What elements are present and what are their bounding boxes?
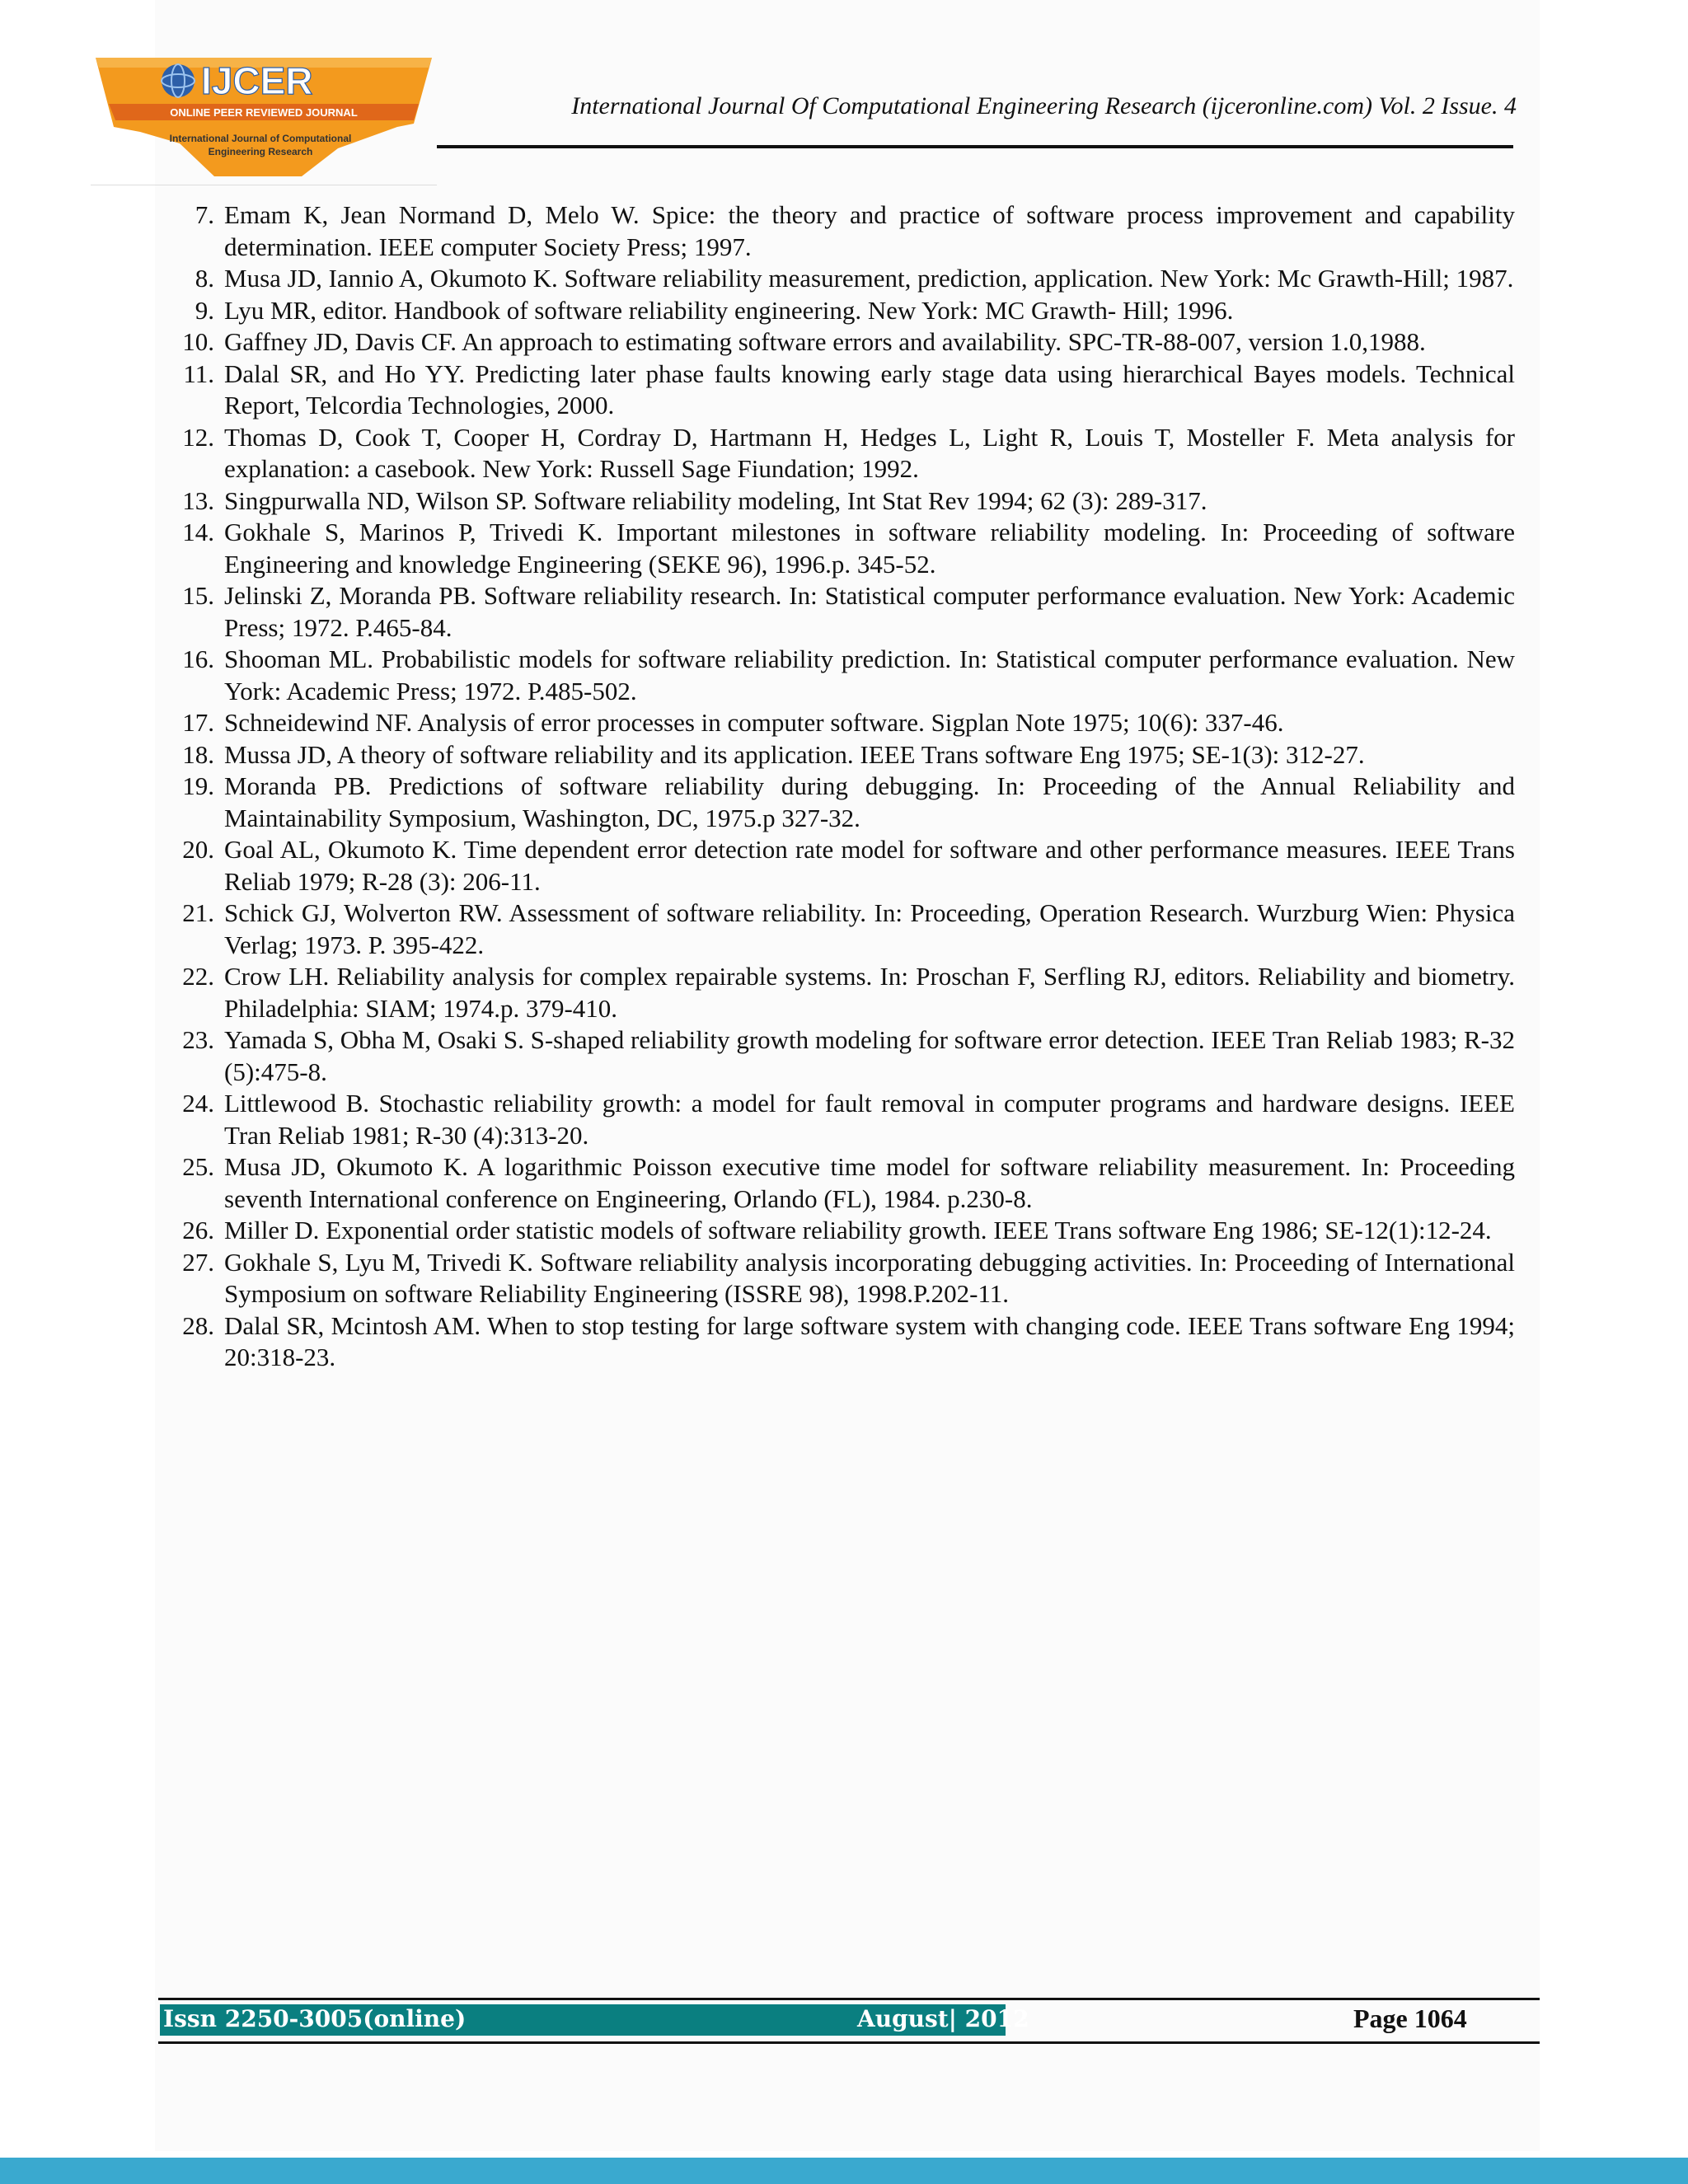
reference-number: 12. [182, 422, 214, 452]
reference-text: Gokhale S, Lyu M, Trivedi K. Software reliability analysis incorporating debugging activities. In: Proceeding of International Symposium on software Reliability Engineering (ISSRE 98), 1998.P.202-11. [224, 1247, 1515, 1308]
reference-item [165, 517, 1515, 580]
journal-logo [91, 51, 437, 191]
reference-text: Jelinski Z, Moranda PB. Software reliability research. In: Statistical computer performance evaluation. New York: Academic Press; 1972. P.465-84. [224, 581, 1515, 642]
reference-text: Crow LH. Reliability analysis for complex repairable systems. In: Proschan F, Serfling RJ, editors. Reliability and biometry. Philadelphia: SIAM; 1974.p. 379-410. [224, 962, 1515, 1023]
reference-text: Moranda PB. Predictions of software reliability during debugging. In: Proceeding of the Annual Reliability and Maintainability Symposium, Washington, DC, 1975.p 327-32. [224, 771, 1515, 832]
reference-text: Yamada S, Obha M, Osaki S. S-shaped reliability growth modeling for software error detection. IEEE Tran Reliab 1983; R-32 (5):475-8. [224, 1025, 1515, 1086]
reference-number: 27. [182, 1247, 214, 1277]
reference-text: Mussa JD, A theory of software reliability and its application. IEEE Trans software Eng 1975; SE-1(3): 312-27. [224, 739, 1365, 769]
reference-text: Dalal SR, Mcintosh AM. When to stop testing for large software system with changing code. IEEE Trans software Eng 1994; 20:318-23. [224, 1310, 1515, 1371]
reference-text: Dalal SR, and Ho YY. Predicting later phase faults knowing early stage data using hierarchical Bayes models. Technical Report, Telcordia Technologies, 2000. [224, 359, 1515, 419]
reference-item [165, 1247, 1515, 1310]
reference-item [165, 1088, 1515, 1151]
footer-rule-top [158, 1998, 1540, 2000]
logo-brand-text: IJCER [201, 59, 313, 102]
reference-text: Miller D. Exponential order statistic models of software reliability growth. IEEE Trans software Eng 1986; SE-12(1):12-24. [224, 1216, 1492, 1244]
reference-text: Goal AL, Okumoto K. Time dependent error detection rate model for software and other performance measures. IEEE Trans Reliab 1979; R-28 (3): 206-11. [224, 835, 1515, 896]
reference-number: 15. [182, 581, 214, 610]
reference-number: 13. [182, 485, 214, 515]
reference-item [165, 295, 1515, 327]
reference-item [165, 580, 1515, 644]
reference-number: 21. [182, 898, 214, 927]
reference-item [165, 1310, 1515, 1374]
reference-item [165, 199, 1515, 263]
reference-number: 24. [182, 1089, 214, 1118]
reference-text: Shooman ML. Probabilistic models for software reliability prediction. In: Statistical computer performance evaluation. New York: Academic Press; 1972. P.485-502. [224, 644, 1515, 705]
reference-item [165, 1151, 1515, 1215]
footer-date: August| 2012 [857, 2005, 1029, 2032]
reference-number: 9. [195, 295, 214, 325]
reference-number: 28. [182, 1310, 214, 1340]
reference-number: 10. [182, 327, 214, 356]
reference-number: 22. [182, 962, 214, 991]
reference-item [165, 326, 1515, 359]
reference-text: Musa JD, Okumoto K. A logarithmic Poisson executive time model for software reliability measurement. In: Proceeding seventh International conference on Engineering, Orlando (FL), 1984. p.230-8. [224, 1152, 1515, 1213]
reference-item [165, 771, 1515, 834]
reference-item [165, 644, 1515, 707]
logo-subtitle-line1: International Journal of Computational [169, 133, 352, 144]
logo-subtitle-line2: Engineering Research [208, 146, 313, 157]
journal-running-header: International Journal Of Computational Engineering Research (ijceronline.com) Vol. 2 Issue. 4 [571, 92, 1517, 120]
reference-text: Lyu MR, editor. Handbook of software reliability engineering. New York: MC Grawth- Hill; 1996. [224, 295, 1234, 325]
reference-item [165, 1024, 1515, 1088]
reference-item [165, 263, 1515, 295]
reference-number: 25. [182, 1152, 214, 1181]
reference-item [165, 1215, 1515, 1247]
reference-text: Singpurwalla ND, Wilson SP. Software reliability modeling, Int Stat Rev 1994; 62 (3): 289-317. [224, 485, 1207, 515]
reference-text: Thomas D, Cook T, Cooper H, Cordray D, Hartmann H, Hedges L, Light R, Louis T, Mosteller F. Meta analysis for explanation: a casebook. New York: Russell Sage Fiundation; 1992. [224, 422, 1515, 483]
reference-number: 11. [183, 359, 214, 388]
reference-number: 20. [182, 835, 214, 864]
bottom-color-bar [0, 2158, 1688, 2184]
reference-number: 8. [195, 264, 214, 293]
reference-text: Littlewood B. Stochastic reliability growth: a model for fault removal in computer programs and hardware designs. IEEE Tran Reliab 1981; R-30 (4):313-20. [224, 1089, 1515, 1150]
reference-item [165, 898, 1515, 961]
reference-text: Gokhale S, Marinos P, Trivedi K. Important milestones in software reliability modeling. In: Proceeding of software Engineering and knowledge Engineering (SEKE 96), 1996.p. 345-52. [224, 518, 1515, 579]
reference-number: 19. [182, 771, 214, 800]
reference-item [165, 485, 1515, 518]
reference-number: 23. [182, 1025, 214, 1054]
logo-tagline: ONLINE PEER REVIEWED JOURNAL [170, 106, 358, 119]
reference-number: 17. [182, 708, 214, 737]
reference-item [165, 422, 1515, 485]
reference-item [165, 739, 1515, 771]
reference-item [165, 961, 1515, 1024]
reference-text: Schick GJ, Wolverton RW. Assessment of software reliability. In: Proceeding, Operation Research. Wurzburg Wien: Physica Verlag; 1973. P. 395-422. [224, 898, 1515, 959]
footer-page-number: Page 1064 [1353, 2004, 1467, 2033]
reference-number: 14. [182, 518, 214, 546]
reference-number: 16. [182, 644, 214, 673]
reference-number: 26. [182, 1216, 214, 1244]
reference-text: Emam K, Jean Normand D, Melo W. Spice: the theory and practice of software process improvement and capability determination. IEEE computer Society Press; 1997. [224, 200, 1515, 261]
reference-item [165, 359, 1515, 422]
reference-text: Gaffney JD, Davis CF. An approach to estimating software errors and availability. SPC-TR-88-007, version 1.0,1988. [224, 327, 1426, 356]
reference-text: Musa JD, Iannio A, Okumoto K. Software reliability measurement, prediction, application. New York: Mc Grawth-Hill; 1987. [224, 264, 1514, 293]
reference-item [165, 707, 1515, 739]
footer-issn: Issn 2250-3005(online) [163, 2005, 467, 2032]
header-rule [437, 145, 1513, 148]
reference-item [165, 834, 1515, 898]
reference-list [165, 199, 1515, 1374]
reference-number: 7. [195, 200, 214, 229]
reference-text: Schneidewind NF. Analysis of error processes in computer software. Sigplan Note 1975; 10(6): 337-46. [224, 708, 1284, 737]
footer-rule-bottom [158, 2041, 1540, 2044]
reference-number: 18. [182, 739, 214, 769]
